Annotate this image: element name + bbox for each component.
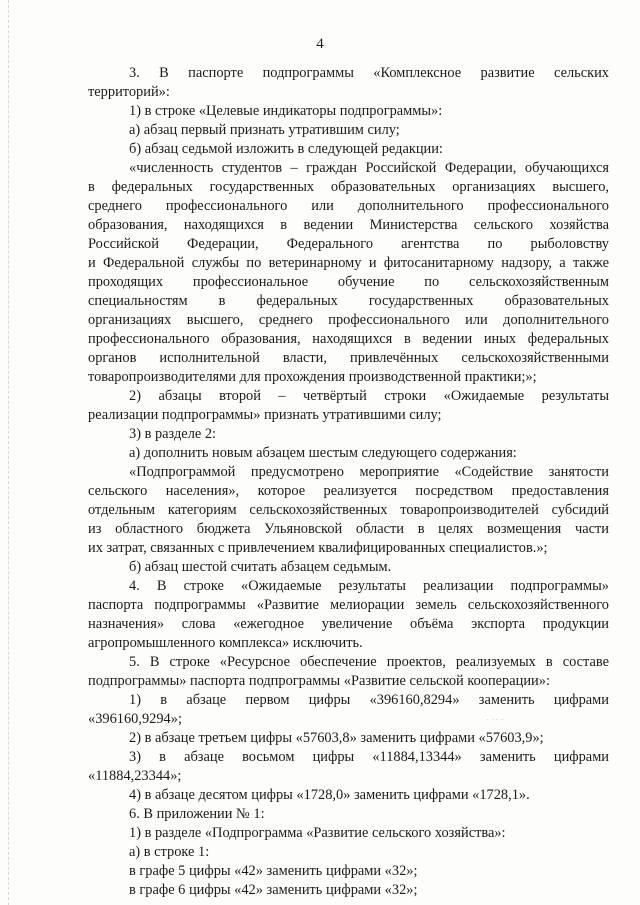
text-line: проходящих профессиональное обучение по сельскохозяйственным [88, 274, 609, 290]
text-line: сельского населения», которое реализуется посредством предоставления [88, 483, 609, 499]
text-line: среднего профессионального или дополнительного профессионального [88, 198, 609, 214]
text-line: 3) в абзаце восьмом цифры «11884,13344» заменить цифрами [129, 749, 609, 765]
text-line: назначения» слова «ежегодное увеличение объёма экспорта продукции [88, 616, 609, 632]
text-line: в графе 5 цифры «42» заменить цифрами «32»; [129, 863, 418, 879]
text-line: специальностям в федеральных государственных образовательных [88, 293, 609, 309]
text-line: паспорта подпрограммы «Развитие мелиорации земель сельскохозяйственного [88, 597, 609, 613]
text-line: 3. В паспорте подпрограммы «Комплексное развитие сельских [129, 65, 609, 81]
text-line: а) дополнить новым абзацем шестым следующего содержания: [129, 445, 517, 461]
text-line: 2) абзацы второй – четвёртый строки «Ожидаемые результаты [129, 388, 609, 404]
text-line: 1) в абзаце первом цифры «396160,8294» заменить цифрами [129, 692, 609, 708]
text-line: а) абзац первый признать утратившим силу; [129, 122, 400, 138]
text-line: товаропроизводителями для прохождения производственной практики;»; [88, 369, 537, 385]
text-line: подпрограммы» паспорта подпрограммы «Развитие сельской кооперации»: [88, 673, 550, 689]
text-line: 3) в разделе 2: [129, 426, 217, 442]
text-line: организациях высшего, среднего профессионального или дополнительного [88, 312, 609, 328]
text-line: 1) в разделе «Подпрограмма «Развитие сельского хозяйства»: [129, 825, 506, 841]
scan-specks: · ·· · [486, 716, 505, 724]
text-line: из областного бюджета Ульяновской области в целях возмещения части [88, 521, 609, 537]
text-line: их затрат, связанных с привлечением квалифицированных специалистов.»; [88, 540, 548, 556]
text-line: б) абзац шестой считать абзацем седьмым. [129, 559, 392, 575]
text-line: в федеральных государственных образовательных организациях высшего, [88, 179, 609, 195]
text-line: 4. В строке «Ожидаемые результаты реализации подпрограммы» [129, 578, 609, 594]
text-line: и Федеральной службы по ветеринарному и фитосанитарному надзору, а также [88, 255, 609, 271]
text-line: б) абзац седьмой изложить в следующей редакции: [129, 141, 443, 157]
text-line: агропромышленного комплекса» исключить. [88, 635, 363, 651]
text-line: образования, находящихся в ведении Министерства сельского хозяйства [88, 217, 609, 233]
text-line: «11884,23344»; [88, 768, 182, 784]
text-line: 6. В приложении № 1: [129, 806, 265, 822]
text-line: 4) в абзаце десятом цифры «1728,0» заменить цифрами «1728,1». [129, 787, 530, 803]
text-line: реализации подпрограммы» признать утратившими силу; [88, 407, 442, 423]
text-line: в графе 6 цифры «42» заменить цифрами «32»; [129, 882, 418, 898]
text-line: профессионального образования, находящихся в ведении иных федеральных [88, 331, 609, 347]
scan-left-edge [8, 0, 9, 905]
text-line: Российской Федерации, Федерального агентства по рыболовству [88, 236, 609, 252]
text-line: «численность студентов – граждан Российской Федерации, обучающихся [129, 160, 609, 176]
text-line: органов исполнительной власти, привлечённых сельскохозяйственными [88, 350, 609, 366]
text-line: «Подпрограммой предусмотрено мероприятие «Содействие занятости [129, 464, 609, 480]
text-line: «396160,9294»; [88, 711, 182, 727]
text-line: 5. В строке «Ресурсное обеспечение проектов, реализуемых в составе [129, 654, 609, 670]
text-line: отдельным категориям сельскохозяйственных товаропроизводителей субсидий [88, 502, 609, 518]
text-line: а) в строке 1: [129, 844, 210, 860]
text-line: 2) в абзаце третьем цифры «57603,8» заменить цифрами «57603,9»; [129, 730, 544, 746]
text-line: 1) в строке «Целевые индикаторы подпрограммы»: [129, 103, 443, 119]
text-line: территорий»: [88, 84, 170, 100]
page-number: 4 [316, 36, 324, 52]
